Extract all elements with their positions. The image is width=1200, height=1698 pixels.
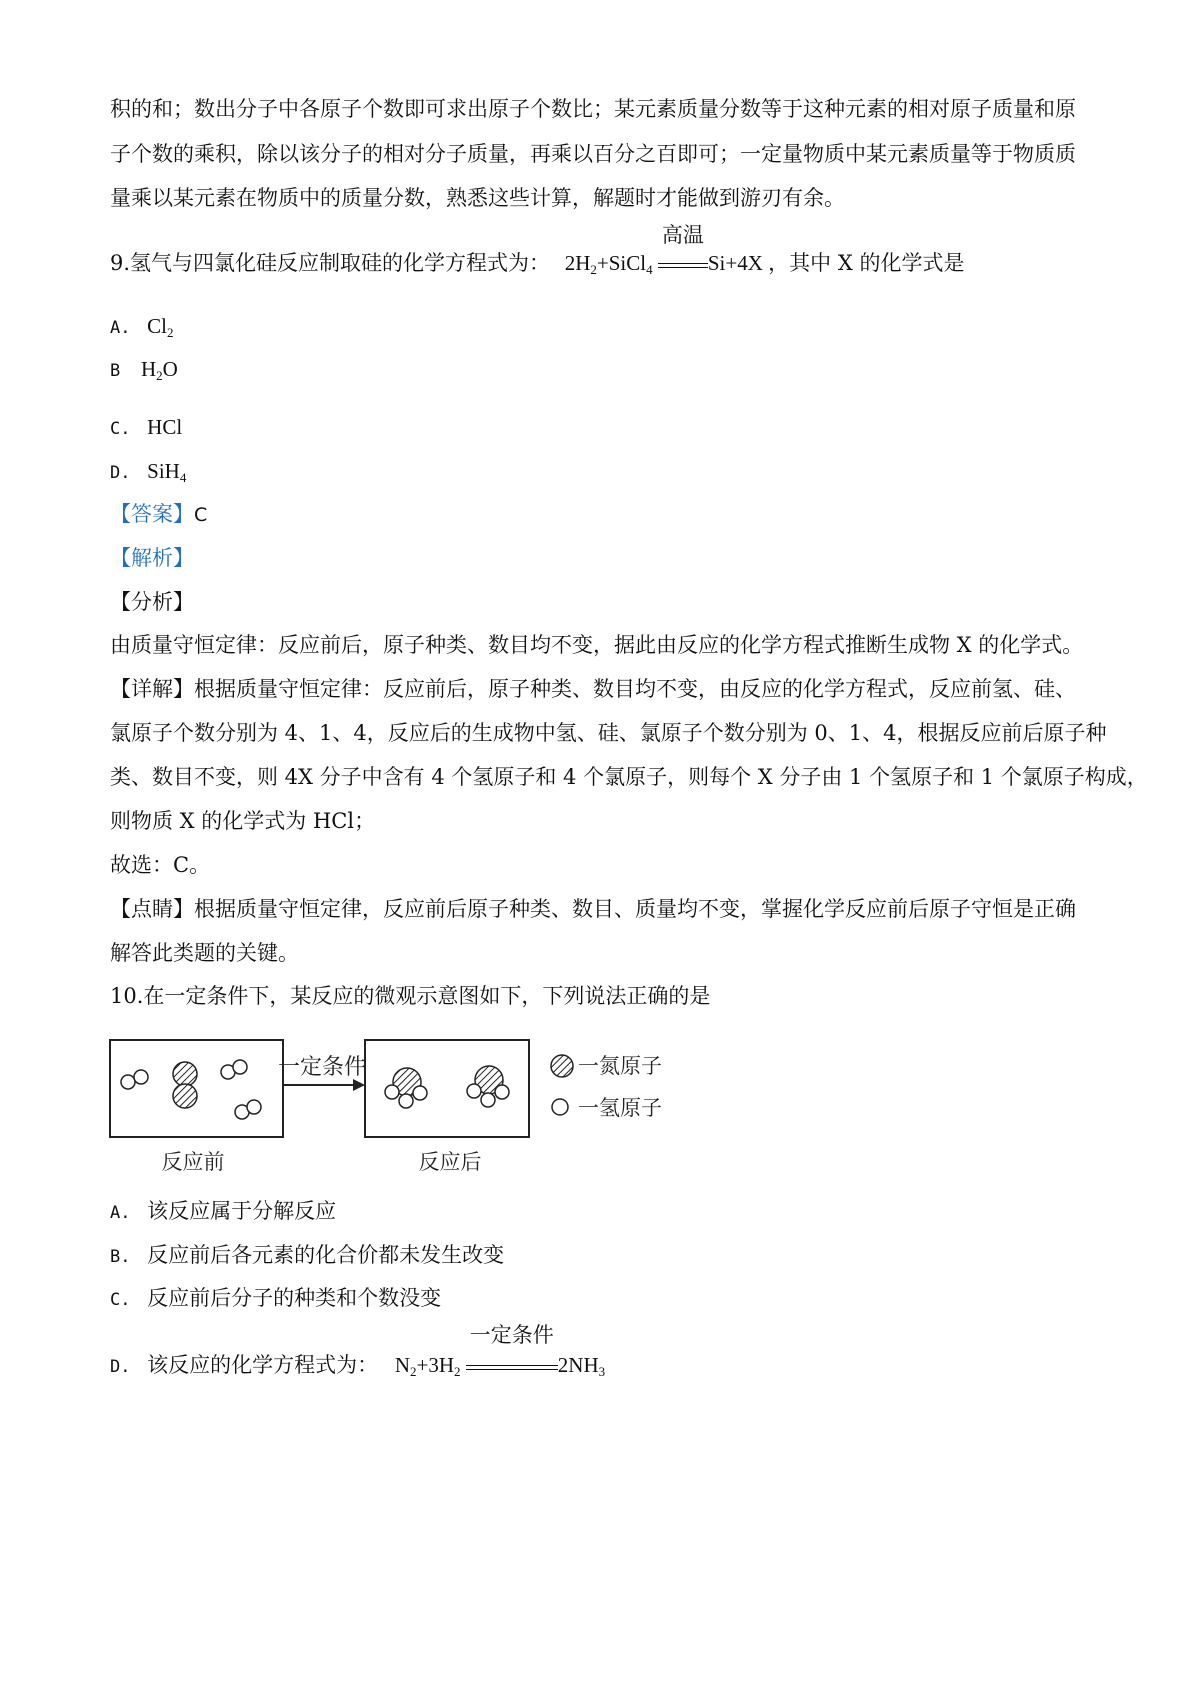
option-text-tail: O <box>162 357 178 381</box>
hydrogen-atom <box>385 1085 399 1099</box>
legend-nitrogen-icon <box>551 1055 573 1077</box>
hydrogen-atom <box>481 1093 495 1107</box>
option-letter: B. <box>110 1247 131 1267</box>
reaction-arrowhead <box>353 1079 365 1091</box>
q10-option-b <box>110 1240 504 1272</box>
option-text: SiH <box>147 459 180 483</box>
hydrogen-atom <box>467 1084 481 1098</box>
legend-hydrogen-icon <box>552 1099 568 1115</box>
dianjing-line-2: 解答此类题的关键。 <box>110 941 299 965</box>
q9-eq-mid-sub: 4 <box>646 262 653 277</box>
q9-eq-left-sub: 2 <box>590 262 597 277</box>
option-letter: C. <box>110 419 131 439</box>
q10-option-a <box>110 1196 336 1228</box>
q9-stem <box>110 223 965 285</box>
intro-line-1: 积的和；数出分子中各原子个数即可求出原子个数比；某元素质量分数等于这种元素的相对原子质量和原 <box>110 97 1076 121</box>
q9-equation <box>564 223 768 277</box>
legend-nitrogen-label: 一氮原子 <box>578 1054 662 1078</box>
hydrogen-atom <box>134 1070 148 1084</box>
eq-left-sub: 2 <box>410 1364 417 1379</box>
analysis-tag: 【解析】 <box>110 546 194 570</box>
option-text: HCl <box>147 415 183 439</box>
option-text: 反应前后分子的种类和个数没变 <box>147 1286 442 1310</box>
option-letter: B <box>110 361 121 381</box>
before-label: 反应前 <box>161 1150 225 1174</box>
option-text: 该反应的化学方程式为： <box>147 1353 379 1377</box>
option-text: Cl <box>147 314 168 338</box>
option-text: 反应前后各元素的化合价都未发生改变 <box>147 1243 505 1267</box>
hydrogen-atom <box>121 1075 135 1089</box>
dianjing-line-1 <box>110 894 1076 924</box>
detail-line-2: 氯原子个数分别为 4、1、4，反应后的生成物中氢、硅、氯原子个数分别为 0、1、4，根据反应前后原子种 <box>110 721 1107 745</box>
detail-line-3: 类、数目不变，则 4X 分子中含有 4 个氢原子和 4 个氯原子，则每个 X 分子由 1 个氢原子和 1 个氯原子构成， <box>110 765 1148 789</box>
q9-eq-right: Si+4X <box>707 251 763 275</box>
q9-option-d <box>110 456 186 493</box>
after-label: 反应后 <box>418 1150 482 1174</box>
nitrogen-atom <box>173 1084 197 1108</box>
q9-eq-arrow <box>658 223 708 278</box>
q9-answer <box>110 499 207 530</box>
eq-right-sub: 3 <box>598 1364 606 1379</box>
hydrogen-atom <box>413 1086 427 1100</box>
q9-stem-prefix: 9.氢气与四氯化硅反应制取硅的化学方程式为： <box>110 251 551 275</box>
q10-eq-condition: 一定条件 <box>469 1323 554 1347</box>
arrow-label: 一定条件 <box>277 1055 367 1080</box>
reaction-diagram <box>100 1030 720 1180</box>
hydrogen-atom <box>399 1094 413 1108</box>
q10-eq-arrow <box>466 1323 558 1380</box>
q10-option-d <box>110 1323 606 1387</box>
q9-option-b <box>110 354 178 391</box>
eq-left: N <box>394 1353 411 1377</box>
q10-stem: 10.在一定条件下，某反应的微观示意图如下，下列说法正确的是 <box>110 984 711 1008</box>
fenxi-tag: 【分析】 <box>110 590 194 614</box>
answer-value: C <box>194 504 208 526</box>
eq-right: 2NH <box>557 1353 599 1377</box>
detail-tag: 【详解】 <box>110 677 194 701</box>
detail-line-1 <box>110 674 1076 704</box>
nitrogen-atom <box>173 1062 197 1086</box>
q10-equation <box>394 1323 606 1379</box>
q9-eq-left: 2H <box>564 251 591 275</box>
q9-eq-mid: +SiCl <box>596 251 647 275</box>
q9-eq-condition: 高温 <box>661 223 704 247</box>
detail-text: 根据质量守恒定律：反应前后，原子种类、数目均不变，由反应的化学方程式，反应前氢、硅、 <box>194 677 1076 701</box>
q9-option-a <box>110 311 174 348</box>
hydrogen-atom <box>495 1085 509 1099</box>
option-letter: A. <box>110 318 131 338</box>
q9-option-c <box>110 412 182 444</box>
eq-mid: +3H <box>416 1353 455 1377</box>
option-letter: D. <box>110 463 131 483</box>
fenxi-text: 由质量守恒定律：反应前后，原子种类、数目均不变，据此由反应的化学方程式推断生成物 X 的化学式。 <box>110 633 1084 657</box>
option-text: H <box>140 357 157 381</box>
detail-line-4: 则物质 X 的化学式为 HCl； <box>110 809 376 833</box>
hydrogen-atom <box>247 1100 261 1114</box>
option-letter: C. <box>110 1290 131 1310</box>
q9-stem-suffix: ，其中 X 的化学式是 <box>768 251 965 275</box>
intro-line-2: 子个数的乘积，除以该分子的相对分子质量，再乘以百分之百即可；一定量物质中某元素质量等于物质质 <box>110 142 1076 166</box>
legend-hydrogen-label: 一氢原子 <box>578 1096 662 1120</box>
dianjing-tag: 【点睛】 <box>110 897 194 921</box>
intro-line-3: 量乘以某元素在物质中的质量分数，熟悉这些计算，解题时才能做到游刃有余。 <box>110 186 845 210</box>
choose-line: 故选：C。 <box>110 853 211 877</box>
option-text: 该反应属于分解反应 <box>147 1199 337 1223</box>
option-letter: D. <box>110 1357 131 1377</box>
option-letter: A. <box>110 1203 131 1223</box>
answer-tag: 【答案】 <box>110 502 194 526</box>
option-sub: 2 <box>167 325 174 340</box>
dianjing-text: 根据质量守恒定律，反应前后原子种类、数目、质量均不变，掌握化学反应前后原子守恒是正确 <box>194 897 1076 921</box>
eq-mid-sub: 2 <box>454 1364 461 1379</box>
option-sub: 2 <box>156 368 163 383</box>
option-sub: 4 <box>179 470 187 485</box>
hydrogen-atom <box>233 1060 247 1074</box>
before-box <box>110 1040 283 1137</box>
q10-option-c <box>110 1283 441 1315</box>
